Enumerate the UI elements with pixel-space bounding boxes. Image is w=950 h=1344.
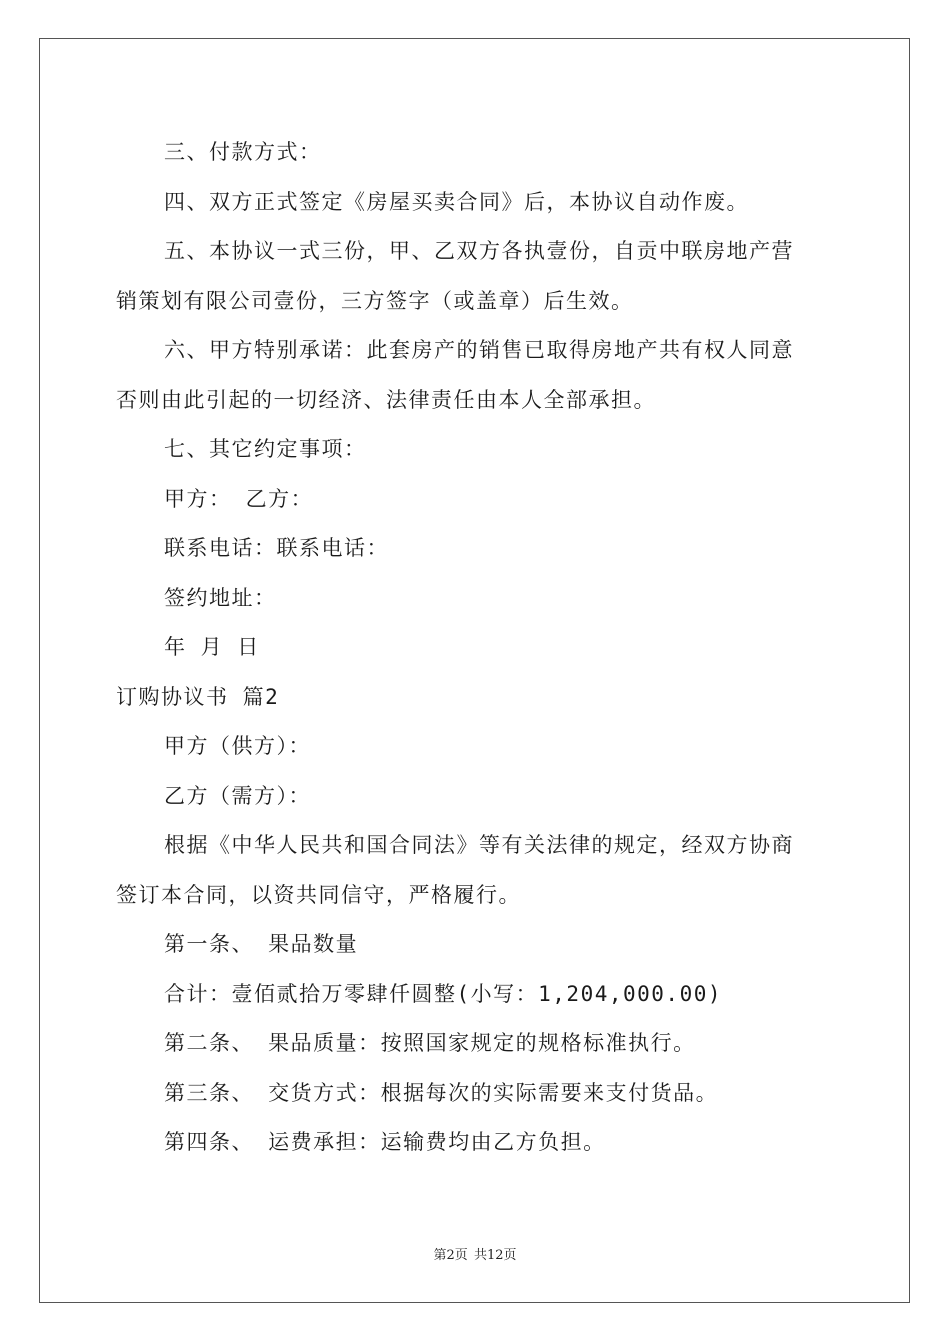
- text-line: 五、本协议一式三份，甲、乙双方各执壹份，自贡中联房地产营: [164, 239, 794, 263]
- text-line: 联系电话：联系电话：: [164, 536, 389, 560]
- text-line: 合计：壹佰贰拾万零肆仟圆整(小写：1,204,000.00): [164, 981, 723, 1006]
- text-line: 签订本合同，以资共同信守，严格履行。: [116, 882, 521, 907]
- text-line: 六、甲方特别承诺：此套房产的销售已取得房地产共有权人同意: [164, 338, 794, 362]
- text-line: 甲方（供方）：: [164, 734, 311, 758]
- text-line: 第三条、 交货方式：根据每次的实际需要来支付货品。: [164, 1080, 719, 1105]
- text-line: 四、双方正式签定《房屋买卖合同》后，本协议自动作废。: [164, 189, 749, 214]
- page-footer: [0, 1244, 950, 1263]
- text-line: 甲方： 乙方：: [164, 486, 314, 511]
- document-body: [116, 128, 836, 1168]
- page-number: 第2页: [433, 1248, 468, 1263]
- text-line: 第二条、 果品质量：按照国家规定的规格标准执行。: [164, 1031, 696, 1055]
- text-line: 三、付款方式：: [164, 140, 322, 164]
- text-line: 第四条、 运费承担：运输费均由乙方负担。: [164, 1130, 606, 1154]
- text-line: 销策划有限公司壹份，三方签字（或盖章）后生效。: [116, 288, 634, 313]
- text-line: 签约地址：: [164, 585, 277, 610]
- page-total: 共12页: [473, 1248, 517, 1263]
- text-line: 根据《中华人民共和国合同法》等有关法律的规定，经双方协商: [164, 833, 794, 857]
- text-line: 订购协议书 篇2: [116, 684, 280, 709]
- text-line: 七、其它约定事项：: [164, 437, 367, 461]
- text-line: 年 月 日: [164, 635, 260, 659]
- text-line: 第一条、 果品数量: [164, 932, 359, 956]
- text-line: 否则由此引起的一切经济、法律责任由本人全部承担。: [116, 387, 656, 412]
- text-line: 乙方（需方）：: [164, 783, 311, 808]
